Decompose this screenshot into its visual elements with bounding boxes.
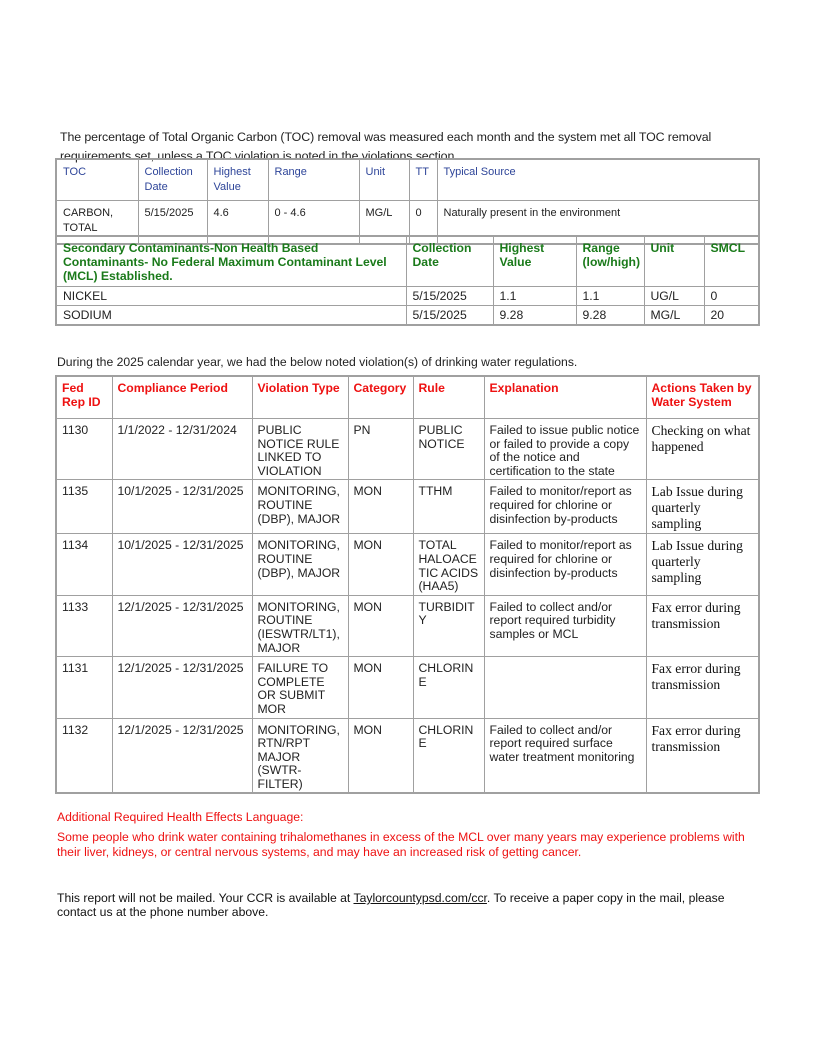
toc-table xyxy=(55,158,760,245)
toc-header-highest-value: Highest Value xyxy=(207,159,268,201)
violation-cell-violation-type: MONITORING, ROUTINE (DBP), MAJOR xyxy=(252,534,348,595)
secondary-header-row xyxy=(56,236,759,287)
table-row xyxy=(56,534,759,595)
violations-header-fed-rep-id: Fed Rep ID xyxy=(56,376,112,419)
secondary-cell-smcl: 0 xyxy=(704,287,759,306)
secondary-header-collection-date: Collection Date xyxy=(406,236,493,287)
secondary-cell-smcl: 20 xyxy=(704,306,759,326)
secondary-contaminants-table xyxy=(55,235,760,326)
ccr-link[interactable]: Taylorcountypsd.com/ccr xyxy=(353,891,487,905)
table-row xyxy=(56,718,759,793)
violation-cell-violation-type: MONITORING, ROUTINE (DBP), MAJOR xyxy=(252,480,348,534)
violation-cell-compliance-period: 12/1/2025 - 12/31/2025 xyxy=(112,718,252,793)
violation-cell-action-taken: Lab Issue during quarterly sampling xyxy=(646,534,759,595)
violation-cell-category: PN xyxy=(348,419,413,480)
table-row xyxy=(56,419,759,480)
violation-cell-category: MON xyxy=(348,480,413,534)
violation-cell-fed-rep-id: 1135 xyxy=(56,480,112,534)
table-row xyxy=(56,287,759,306)
violation-cell-fed-rep-id: 1131 xyxy=(56,657,112,718)
violation-cell-rule: TOTAL HALOACE TIC ACIDS (HAA5) xyxy=(413,534,484,595)
toc-cell-range: 0 - 4.6 xyxy=(268,201,359,245)
toc-cell-tt: 0 xyxy=(409,201,437,245)
toc-header-row xyxy=(56,159,759,201)
secondary-header-range: Range (low/high) xyxy=(576,236,644,287)
violations-header-violation-type: Violation Type xyxy=(252,376,348,419)
violation-cell-explanation: Failed to monitor/report as required for chlorine or disinfection by-products xyxy=(484,534,646,595)
health-effects-text: Some people who drink water containing trihalomethanes in excess of the MCL over many years may experience problems with their liver, kidneys, or central nervous systems, and may have an increased risk of getting cancer. xyxy=(57,830,745,859)
toc-cell-typical-source: Naturally present in the environment xyxy=(437,201,759,245)
toc-header-toc: TOC xyxy=(56,159,138,201)
toc-header-tt: TT xyxy=(409,159,437,201)
secondary-cell-unit: UG/L xyxy=(644,287,704,306)
violations-header-row xyxy=(56,376,759,419)
violation-cell-violation-type: MONITORING, RTN/RPT MAJOR (SWTR-FILTER) xyxy=(252,718,348,793)
violations-intro-text: During the 2025 calendar year, we had the below noted violation(s) of drinking water regulations. xyxy=(57,355,578,369)
violations-table xyxy=(55,375,760,794)
toc-header-unit: Unit xyxy=(359,159,409,201)
toc-cell-contaminant: CARBON, TOTAL xyxy=(56,201,138,245)
violation-cell-category: MON xyxy=(348,534,413,595)
secondary-cell-contaminant: NICKEL xyxy=(56,287,406,306)
violation-cell-violation-type: FAILURE TO COMPLETE OR SUBMIT MOR xyxy=(252,657,348,718)
violation-cell-rule: PUBLIC NOTICE xyxy=(413,419,484,480)
secondary-cell-unit: MG/L xyxy=(644,306,704,326)
toc-cell-unit: MG/L xyxy=(359,201,409,245)
violation-cell-action-taken: Fax error during transmission xyxy=(646,718,759,793)
table-row xyxy=(56,480,759,534)
secondary-cell-collection-date: 5/15/2025 xyxy=(406,306,493,326)
secondary-cell-collection-date: 5/15/2025 xyxy=(406,287,493,306)
toc-cell-collection-date: 5/15/2025 xyxy=(138,201,207,245)
violation-cell-rule: TTHM xyxy=(413,480,484,534)
violation-cell-compliance-period: 12/1/2025 - 12/31/2025 xyxy=(112,657,252,718)
violation-cell-compliance-period: 12/1/2025 - 12/31/2025 xyxy=(112,595,252,656)
toc-header-typical-source: Typical Source xyxy=(437,159,759,201)
secondary-header-smcl: SMCL xyxy=(704,236,759,287)
table-row xyxy=(56,595,759,656)
violation-cell-compliance-period: 1/1/2022 - 12/31/2024 xyxy=(112,419,252,480)
violation-cell-explanation: Failed to monitor/report as required for chlorine or disinfection by-products xyxy=(484,480,646,534)
violation-cell-fed-rep-id: 1130 xyxy=(56,419,112,480)
violation-cell-rule: TURBIDIT Y xyxy=(413,595,484,656)
violation-cell-explanation xyxy=(484,657,646,718)
secondary-cell-highest-value: 1.1 xyxy=(493,287,576,306)
violations-header-explanation: Explanation xyxy=(484,376,646,419)
footer-notice xyxy=(57,891,762,919)
secondary-header-contaminant: Secondary Contaminants-Non Health Based Contaminants- No Federal Maximum Contaminant Level (MCL) Established. xyxy=(56,236,406,287)
violation-cell-rule: CHLORIN E xyxy=(413,657,484,718)
toc-cell-highest-value: 4.6 xyxy=(207,201,268,245)
secondary-cell-range: 1.1 xyxy=(576,287,644,306)
violation-cell-action-taken: Lab Issue during quarterly sampling xyxy=(646,480,759,534)
violation-cell-fed-rep-id: 1134 xyxy=(56,534,112,595)
violations-header-compliance-period: Compliance Period xyxy=(112,376,252,419)
violations-header-actions-taken: Actions Taken by Water System xyxy=(646,376,759,419)
violation-cell-action-taken: Checking on what happened xyxy=(646,419,759,480)
violation-cell-rule: CHLORIN E xyxy=(413,718,484,793)
violation-cell-category: MON xyxy=(348,718,413,793)
toc-header-collection-date: Collection Date xyxy=(138,159,207,201)
toc-header-range: Range xyxy=(268,159,359,201)
secondary-header-unit: Unit xyxy=(644,236,704,287)
footer-text-after-link: . To receive a paper copy in the mail, please contact us at the phone number above. xyxy=(57,891,725,919)
violation-cell-action-taken: Fax error during transmission xyxy=(646,657,759,718)
violation-cell-compliance-period: 10/1/2025 - 12/31/2025 xyxy=(112,480,252,534)
violation-cell-fed-rep-id: 1132 xyxy=(56,718,112,793)
footer-text-before-link: This report will not be mailed. Your CCR is available at xyxy=(57,891,354,905)
violation-cell-category: MON xyxy=(348,657,413,718)
violation-cell-explanation: Failed to collect and/or report required turbidity samples or MCL xyxy=(484,595,646,656)
secondary-cell-range: 9.28 xyxy=(576,306,644,326)
violation-cell-violation-type: PUBLIC NOTICE RULE LINKED TO VIOLATION xyxy=(252,419,348,480)
violation-cell-fed-rep-id: 1133 xyxy=(56,595,112,656)
violation-cell-action-taken: Fax error during transmission xyxy=(646,595,759,656)
secondary-header-highest-value: Highest Value xyxy=(493,236,576,287)
violations-header-rule: Rule xyxy=(413,376,484,419)
violation-cell-violation-type: MONITORING, ROUTINE (IESWTR/LT1), MAJOR xyxy=(252,595,348,656)
violation-cell-explanation: Failed to collect and/or report required surface water treatment monitoring xyxy=(484,718,646,793)
toc-intro-paragraph: The percentage of Total Organic Carbon (TOC) removal was measured each month and the system met all TOC removal requirements set, unless a TOC violation is noted in the violations section. xyxy=(60,130,712,163)
violation-cell-category: MON xyxy=(348,595,413,656)
violations-header-category: Category xyxy=(348,376,413,419)
health-effects-title: Additional Required Health Effects Language: xyxy=(57,810,304,824)
violation-cell-explanation: Failed to issue public notice or failed to provide a copy of the notice and certification to the state xyxy=(484,419,646,480)
secondary-cell-highest-value: 9.28 xyxy=(493,306,576,326)
table-row xyxy=(56,306,759,326)
secondary-cell-contaminant: SODIUM xyxy=(56,306,406,326)
violation-cell-compliance-period: 10/1/2025 - 12/31/2025 xyxy=(112,534,252,595)
table-row xyxy=(56,657,759,718)
health-effects-section xyxy=(57,810,762,860)
